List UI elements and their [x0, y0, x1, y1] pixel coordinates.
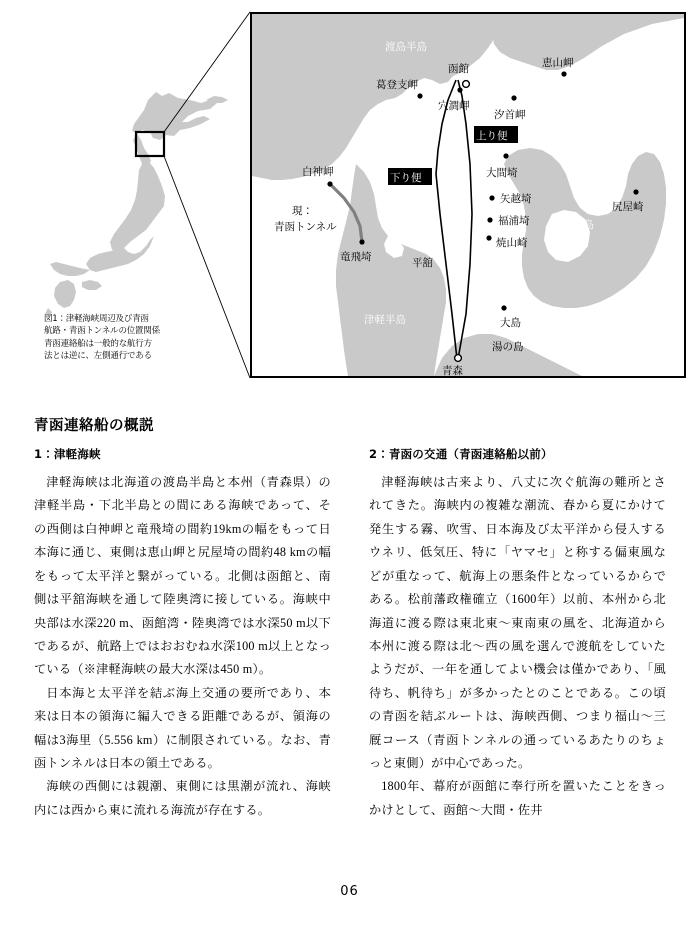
cape-label-yagoshi: 矢越埼 [500, 193, 532, 205]
japan-landmass [45, 92, 228, 316]
japan-inset-map [38, 56, 238, 318]
place-label-tairadate: 平舘 [412, 257, 433, 269]
page-number: 06 [340, 884, 359, 899]
cape-marker [561, 71, 566, 76]
cape-label-oma: 大間埼 [486, 167, 518, 179]
cape-marker [359, 239, 364, 244]
figure-caption [44, 313, 234, 362]
cape-marker [457, 87, 462, 92]
island-marker [501, 305, 506, 310]
route-label-nobori [474, 126, 518, 143]
cape-label-fukuura: 福浦埼 [498, 215, 530, 227]
paragraph: 海峡の西側には親潮、東側には黒潮が流れ、海峡内には西から東に流れる海流が存在する。 [34, 779, 331, 817]
cape-marker [487, 217, 492, 222]
cape-label-shiokubi: 汐首岬 [494, 109, 526, 121]
cape-marker [489, 195, 494, 200]
cape-label-shiriya: 尻屋崎 [612, 201, 644, 213]
port-label-hakodate: 函館 [448, 63, 469, 75]
right-column-heading: 2：青函の交通（青函連絡船以前） [369, 447, 553, 461]
tsugaru-peninsula [336, 164, 446, 376]
region-label-tsugaru: 津軽半島 [364, 314, 406, 326]
right-text-column [369, 446, 666, 822]
cape-marker [486, 235, 491, 240]
figure-caption-line: 図1：津軽海峡周辺及び青函 [44, 314, 149, 324]
cape-label-katotsushi: 葛登支岬 [376, 79, 418, 91]
cape-marker [417, 93, 422, 98]
island-label-oshima: 大島 [500, 317, 521, 329]
cape-marker [633, 189, 638, 194]
text-columns [34, 446, 666, 822]
paragraph: 日本海と太平洋を結ぶ海上交通の要所であり、本来は日本の領海に編入できる距離であるが、領海の幅は3海里（5.556 km）に制限されている。なお、青函トンネルは日本の領土である。 [34, 685, 331, 771]
region-label-oshima: 渡島半島 [385, 41, 427, 53]
figure-caption-line: 法とは逆に、左側通行である [44, 350, 152, 361]
figure-caption-line: 航路・青函トンネルの位置関係 [44, 326, 160, 337]
port-marker-hakodate [463, 81, 470, 88]
cape-label-tappi: 竜飛埼 [340, 251, 372, 263]
cape-marker [503, 153, 508, 158]
cape-marker [327, 181, 332, 186]
left-text-column [34, 446, 331, 822]
island-label-yunoshima: 湯の島 [492, 341, 524, 353]
route-label-kudari [388, 168, 432, 185]
hokkaido-east-arm [492, 14, 684, 70]
figure-caption-line: 青函連絡船は一般的な航行方 [44, 338, 152, 349]
cape-marker [511, 95, 516, 100]
cape-label-anama: 穴澗岬 [438, 100, 470, 112]
paragraph: 津軽海峡は古来より、八丈に次ぐ航海の難所とされてきた。海峡内の複雑な潮流、春から夏にかけて発生する霧、吹雪、日本海及び太平洋から侵入するウネリ、低気圧、特に「ヤマセ」と称する偏東風などが重なって、航海上の悪条件となっているからである。松前藩政権確立（1600年）以前、本州から北海道に渡る際は東北東～東南東の風を、北海道から本州に渡る際は北～西の風を選んで渡航をしていたようだが、一年を通してよい機会は僅かであり、「風待ち、帆待ち」が多かったとのことである。この頃の青函を結ぶルートは、海峡西側、つまり福山～三厩コース（青函トンネルの通っているあたりのちょっと東側）が中心であった。 [369, 475, 666, 771]
paragraph: 1800年、幕府が函館に奉行所を置いたことをきっかけとして、函館～大間・佐井 [369, 779, 666, 817]
tsugaru-strait-map [250, 12, 686, 378]
region-label-shimokita: 下北半島 [552, 219, 594, 231]
port-label-aomori: 青森 [442, 365, 463, 376]
cape-label-yakeyama: 焼山崎 [496, 237, 528, 249]
route-label-kudari-text: 下り便 [390, 172, 422, 184]
page-title: 青函連絡船の概説 [34, 417, 154, 434]
oshima-peninsula [252, 14, 502, 180]
cape-label-esan: 恵山岬 [542, 57, 574, 69]
tunnel-label-line1: 現： [292, 205, 313, 217]
tunnel-label-line2: 青函トンネル [274, 221, 337, 233]
port-marker-aomori [455, 355, 462, 362]
left-column-heading: 1：津軽海峡 [34, 447, 101, 461]
paragraph: 津軽海峡は北海道の渡島半島と本州（青森県）の津軽半島・下北半島との間にある海峡であって、その西側は白神岬と竜飛埼の間約19kmの幅をもって日本海に通じ、東側は恵山岬と尻屋埼の間約48 kmの幅をもって太平洋と繋がっている。北側は函館と、南側は平舘海峡を通して陸奥湾に接している。海峡中央部は水深220 m、函館湾・陸奥湾では水深50 m以下であるが、航路上ではおおむね水深100 m以上となっている（※津軽海峡の最大水深は450 m）。 [34, 475, 331, 677]
cape-label-shirakami: 白神岬 [302, 166, 334, 178]
tunnel-label-group [274, 205, 337, 233]
route-label-nobori-text: 上り便 [476, 130, 508, 142]
figure-block [0, 0, 699, 392]
